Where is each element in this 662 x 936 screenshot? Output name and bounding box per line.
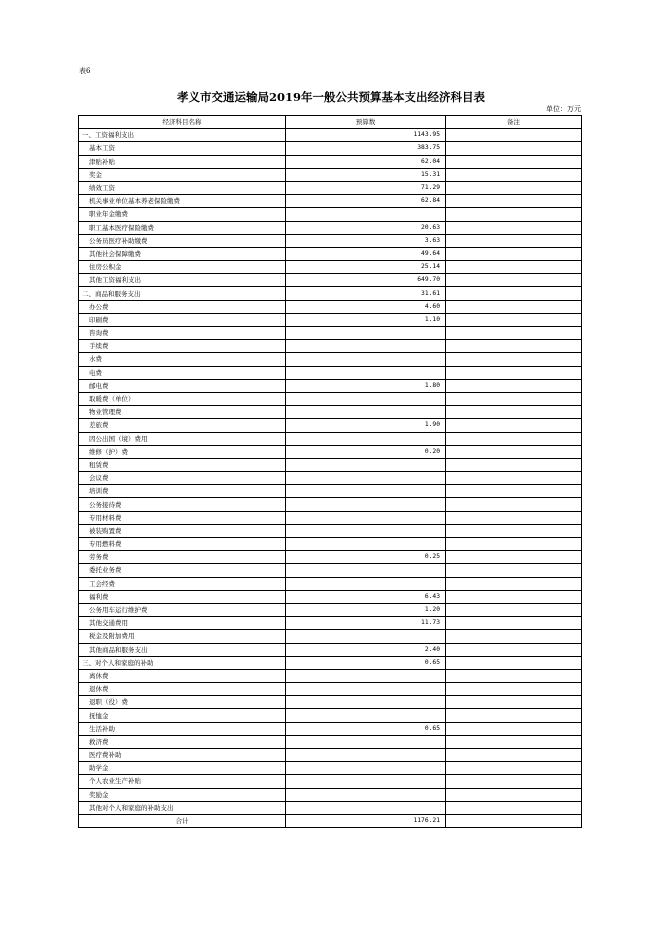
row-item-remark [446, 749, 582, 762]
table-row [79, 498, 582, 511]
row-item-name: 维修（护）费 [79, 445, 286, 458]
row-item-remark [446, 274, 582, 287]
row-item-remark [446, 419, 582, 432]
row-item-amount: 20.63 [286, 221, 446, 234]
table-row [79, 788, 582, 801]
row-item-name: 职业年金缴费 [79, 208, 286, 221]
row-item-remark [446, 669, 582, 682]
table-row [79, 261, 582, 274]
row-item-remark [446, 524, 582, 537]
row-item-amount [286, 669, 446, 682]
row-item-amount [286, 472, 446, 485]
row-item-name: 公务用车运行维护费 [79, 603, 286, 616]
column-header-amount: 预算数 [286, 116, 446, 129]
column-header-name: 经济科目名称 [79, 116, 286, 129]
row-item-remark [446, 379, 582, 392]
row-item-name: 差旅费 [79, 419, 286, 432]
row-item-remark [446, 195, 582, 208]
row-item-name: 救济费 [79, 735, 286, 748]
table-row [79, 472, 582, 485]
row-item-remark [446, 538, 582, 551]
row-item-amount: 1143.95 [286, 129, 446, 142]
row-item-remark [446, 762, 582, 775]
row-item-amount [286, 524, 446, 537]
table-row [79, 696, 582, 709]
row-item-amount [286, 564, 446, 577]
row-item-name: 助学金 [79, 762, 286, 775]
row-item-remark [446, 287, 582, 300]
table-row [79, 709, 582, 722]
table-row [79, 406, 582, 419]
table-row [79, 419, 582, 432]
row-item-amount: 649.70 [286, 274, 446, 287]
row-item-name: 其他商品和服务支出 [79, 643, 286, 656]
row-item-name: 退职（役）费 [79, 696, 286, 709]
row-item-name: 专用燃料费 [79, 538, 286, 551]
total-label: 合计 [79, 814, 286, 827]
row-item-amount [286, 630, 446, 643]
row-item-amount [286, 392, 446, 405]
row-item-amount: 0.20 [286, 445, 446, 458]
row-item-amount [286, 208, 446, 221]
row-item-remark [446, 181, 582, 194]
row-item-name: 绩效工资 [79, 181, 286, 194]
row-item-remark [446, 392, 582, 405]
table-row [79, 603, 582, 616]
row-item-remark [446, 564, 582, 577]
table-row [79, 722, 582, 735]
row-item-amount [286, 683, 446, 696]
row-item-remark [446, 498, 582, 511]
table-row [79, 221, 582, 234]
table-body [79, 129, 582, 815]
table-row [79, 142, 582, 155]
row-item-amount: 1.90 [286, 419, 446, 432]
table-row [79, 155, 582, 168]
row-item-remark [446, 208, 582, 221]
table-row [79, 208, 582, 221]
table-row [79, 247, 582, 260]
table-row [79, 551, 582, 564]
table-row [79, 327, 582, 340]
row-item-amount [286, 340, 446, 353]
table-row [79, 181, 582, 194]
row-item-name: 印刷费 [79, 313, 286, 326]
row-item-name: 住房公积金 [79, 261, 286, 274]
table-row [79, 445, 582, 458]
table-row [79, 485, 582, 498]
row-item-name: 离休费 [79, 669, 286, 682]
table-row [79, 735, 582, 748]
row-item-remark [446, 643, 582, 656]
column-header-remark: 备注 [446, 116, 582, 129]
row-item-remark [446, 775, 582, 788]
row-item-remark [446, 485, 582, 498]
table-row [79, 577, 582, 590]
row-item-name: 福利费 [79, 590, 286, 603]
row-item-amount: 71.29 [286, 181, 446, 194]
row-item-name: 手续费 [79, 340, 286, 353]
row-item-name: 培训费 [79, 485, 286, 498]
table-row [79, 313, 582, 326]
row-item-amount [286, 762, 446, 775]
row-item-name: 其他交通费用 [79, 617, 286, 630]
row-item-name: 公务接待费 [79, 498, 286, 511]
row-item-amount [286, 801, 446, 814]
row-item-remark [446, 300, 582, 313]
table-row [79, 524, 582, 537]
row-item-name: 物业管理费 [79, 406, 286, 419]
row-item-amount [286, 538, 446, 551]
row-item-amount: 383.75 [286, 142, 446, 155]
table-row [79, 538, 582, 551]
row-item-name: 咨询费 [79, 327, 286, 340]
table-row [79, 432, 582, 445]
table-row [79, 340, 582, 353]
row-item-remark [446, 801, 582, 814]
row-item-amount [286, 458, 446, 471]
row-item-name: 电费 [79, 366, 286, 379]
row-item-amount [286, 485, 446, 498]
table-row [79, 564, 582, 577]
row-item-remark [446, 603, 582, 616]
row-item-amount [286, 709, 446, 722]
table-row [79, 287, 582, 300]
row-item-name: 因公出国（境）费用 [79, 432, 286, 445]
row-item-name: 一、工资福利支出 [79, 129, 286, 142]
row-item-remark [446, 445, 582, 458]
row-item-amount: 1.80 [286, 379, 446, 392]
table-row [79, 590, 582, 603]
table-row [79, 379, 582, 392]
row-item-remark [446, 630, 582, 643]
row-item-remark [446, 617, 582, 630]
row-item-name: 水费 [79, 353, 286, 366]
table-row [79, 630, 582, 643]
row-item-amount [286, 353, 446, 366]
row-item-name: 二、商品和服务支出 [79, 287, 286, 300]
table-number: 表6 [79, 67, 91, 75]
row-item-amount [286, 577, 446, 590]
row-item-amount: 2.40 [286, 643, 446, 656]
row-item-amount: 49.64 [286, 247, 446, 260]
table-row [79, 749, 582, 762]
row-item-remark [446, 247, 582, 260]
row-item-amount [286, 511, 446, 524]
table-row [79, 656, 582, 669]
row-item-remark [446, 696, 582, 709]
row-item-remark [446, 129, 582, 142]
row-item-name: 抚恤金 [79, 709, 286, 722]
row-item-remark [446, 590, 582, 603]
table-row [79, 643, 582, 656]
row-item-amount [286, 749, 446, 762]
row-item-remark [446, 458, 582, 471]
row-item-name: 机关事业单位基本养老保险缴费 [79, 195, 286, 208]
row-item-name: 基本工资 [79, 142, 286, 155]
budget-table [78, 115, 582, 828]
total-row [79, 814, 582, 827]
row-item-name: 津贴补贴 [79, 155, 286, 168]
row-item-name: 奖励金 [79, 788, 286, 801]
row-item-name: 奖金 [79, 168, 286, 181]
total-remark [446, 814, 582, 827]
table-row [79, 353, 582, 366]
row-item-amount [286, 366, 446, 379]
row-item-name: 邮电费 [79, 379, 286, 392]
row-item-remark [446, 168, 582, 181]
row-item-remark [446, 366, 582, 379]
row-item-amount [286, 775, 446, 788]
table-row [79, 392, 582, 405]
table-row [79, 511, 582, 524]
table-row [79, 683, 582, 696]
row-item-name: 工会经费 [79, 577, 286, 590]
row-item-remark [446, 511, 582, 524]
row-item-remark [446, 155, 582, 168]
row-item-remark [446, 313, 582, 326]
row-item-amount: 62.84 [286, 195, 446, 208]
row-item-remark [446, 472, 582, 485]
table-row [79, 775, 582, 788]
row-item-remark [446, 788, 582, 801]
row-item-name: 委托业务费 [79, 564, 286, 577]
table-row [79, 366, 582, 379]
row-item-name: 公务员医疗补助缴费 [79, 234, 286, 247]
row-item-name: 租赁费 [79, 458, 286, 471]
row-item-remark [446, 656, 582, 669]
table-row [79, 762, 582, 775]
row-item-name: 劳务费 [79, 551, 286, 564]
row-item-remark [446, 722, 582, 735]
row-item-amount: 15.31 [286, 168, 446, 181]
row-item-amount: 0.65 [286, 722, 446, 735]
row-item-name: 被装购置费 [79, 524, 286, 537]
row-item-name: 医疗费补助 [79, 749, 286, 762]
unit-label: 单位：万元 [546, 105, 581, 113]
row-item-remark [446, 261, 582, 274]
row-item-name: 取暖费（单位） [79, 392, 286, 405]
row-item-amount: 62.04 [286, 155, 446, 168]
row-item-name: 职工基本医疗保险缴费 [79, 221, 286, 234]
row-item-name: 退休费 [79, 683, 286, 696]
row-item-remark [446, 709, 582, 722]
table-row [79, 300, 582, 313]
table-header-row [79, 116, 582, 129]
row-item-amount [286, 432, 446, 445]
row-item-name: 办公费 [79, 300, 286, 313]
row-item-amount: 1.20 [286, 603, 446, 616]
row-item-amount: 25.14 [286, 261, 446, 274]
row-item-amount [286, 327, 446, 340]
row-item-amount [286, 788, 446, 801]
table-row [79, 801, 582, 814]
table-row [79, 274, 582, 287]
row-item-name: 其他对个人和家庭的补助支出 [79, 801, 286, 814]
row-item-amount: 31.61 [286, 287, 446, 300]
row-item-name: 会议费 [79, 472, 286, 485]
row-item-amount: 1.10 [286, 313, 446, 326]
row-item-remark [446, 142, 582, 155]
row-item-name: 专用材料费 [79, 511, 286, 524]
row-item-name: 其他工资福利支出 [79, 274, 286, 287]
row-item-name: 税金及附加费用 [79, 630, 286, 643]
row-item-remark [446, 735, 582, 748]
row-item-amount: 3.63 [286, 234, 446, 247]
row-item-remark [446, 551, 582, 564]
row-item-amount: 0.65 [286, 656, 446, 669]
table-row [79, 234, 582, 247]
row-item-amount [286, 498, 446, 511]
row-item-amount: 4.60 [286, 300, 446, 313]
table-row [79, 669, 582, 682]
row-item-name: 生活补助 [79, 722, 286, 735]
row-item-remark [446, 353, 582, 366]
row-item-remark [446, 327, 582, 340]
row-item-remark [446, 683, 582, 696]
row-item-remark [446, 432, 582, 445]
row-item-remark [446, 406, 582, 419]
row-item-remark [446, 340, 582, 353]
row-item-amount [286, 406, 446, 419]
table-row [79, 458, 582, 471]
row-item-name: 三、对个人和家庭的补助 [79, 656, 286, 669]
row-item-name: 其他社会保障缴费 [79, 247, 286, 260]
row-item-amount: 11.73 [286, 617, 446, 630]
table-row [79, 195, 582, 208]
row-item-remark [446, 221, 582, 234]
page-title: 孝义市交通运输局2019年一般公共预算基本支出经济科目表 [176, 90, 485, 104]
table-row [79, 168, 582, 181]
table-row [79, 129, 582, 142]
row-item-remark [446, 577, 582, 590]
row-item-remark [446, 234, 582, 247]
row-item-amount [286, 735, 446, 748]
table-row [79, 617, 582, 630]
row-item-amount: 0.25 [286, 551, 446, 564]
total-amount: 1176.21 [286, 814, 446, 827]
row-item-name: 个人农业生产补贴 [79, 775, 286, 788]
row-item-amount [286, 696, 446, 709]
row-item-amount: 6.43 [286, 590, 446, 603]
